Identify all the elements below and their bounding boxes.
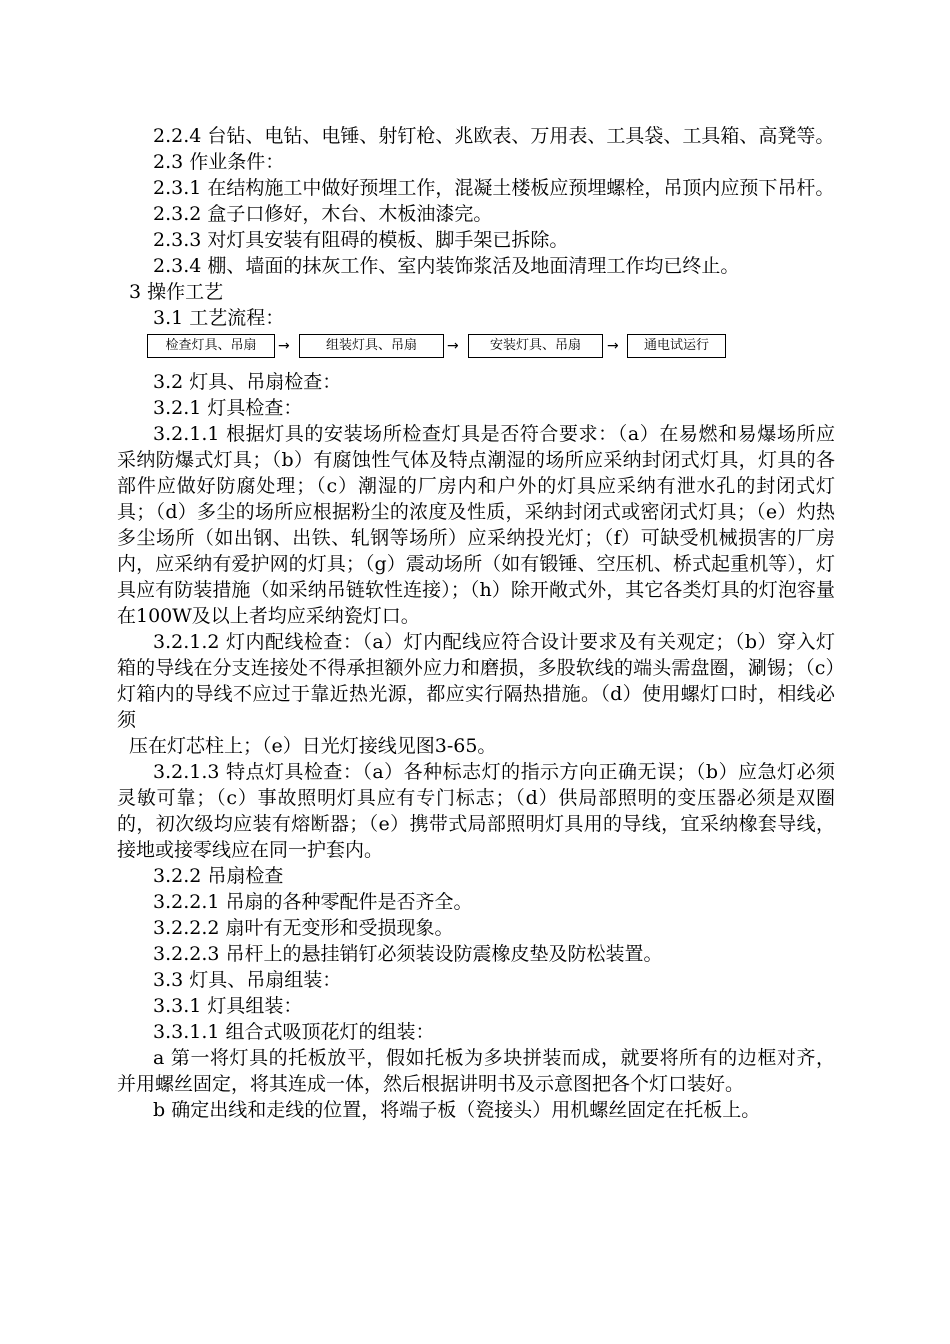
step-a: a 第一将灯具的托板放平，假如托板为多块拼装而成，就要将所有的边框对齐，并用螺丝固定，将其连成一体，然后根据讲明书及示意图把各个灯口装好。 — [117, 1047, 835, 1095]
flow-arrow-icon: → — [447, 338, 459, 354]
step-b: b 确定出线和走线的位置，将端子板（瓷接头）用机螺丝固定在托板上。 — [153, 1099, 761, 1121]
section-2-3-4: 2.3.4 棚、墙面的抹灰工作、室内装饰浆活及地面清理工作均已终止。 — [153, 255, 740, 277]
section-3-1-heading: 3.1 工艺流程： — [153, 307, 285, 329]
section-3-2-1-2-cont: 压在灯芯柱上；（e）日光灯接线见图3-65。 — [129, 735, 497, 757]
section-3-2-1-1: 3.2.1.1 根据灯具的安装场所检查灯具是否符合要求：（a）在易燃和易爆场所应采纳防爆式灯具；（b）有腐蚀性气体及特点潮湿的场所应采纳封闭式灯具，灯具的各部件应做好防腐处理；（c）潮湿的厂房内和户外的灯具应采纳有泄水孔的封闭式灯具；（d）多尘的场所应根据粉尘的浓度及性质，采纳封闭式或密闭式灯具；（e）灼热多尘场所（如出钢、出铁、轧钢等场所）应采纳投光灯；（f）可缺受机械损害的厂房内，应采纳有爱护网的灯具；（g）震动场所（如有锻锤、空压机、桥式起重机等），灯具应有防装措施（如采纳吊链软性连接）；（h）除开敞式外，其它各类灯具的灯泡容量在100W及以上者均应采纳瓷灯口。 — [117, 423, 835, 627]
flow-step-test-run: 通电试运行 — [627, 334, 726, 358]
flow-step-install: 安装灯具、吊扇 — [468, 334, 603, 358]
section-3-2-2-3: 3.2.2.3 吊杆上的悬挂销钉必须装设防震橡皮垫及防松装置。 — [153, 943, 663, 965]
section-3-3-1-1: 3.3.1.1 组合式吸顶花灯的组装： — [153, 1021, 435, 1043]
section-3-2-1-2: 3.2.1.2 灯内配线检查：（a）灯内配线应符合设计要求及有关观定；（b）穿入灯箱的导线在分支连接处不得承担额外应力和磨损，多股软线的端头需盘圈，涮锡；（c）灯箱内的导线不应过于靠近热光源，都应实行隔热措施。（d）使用螺灯口时，相线必须 — [117, 631, 835, 731]
flow-arrow-icon: → — [278, 338, 290, 354]
section-2-3-heading: 2.3 作业条件： — [153, 151, 285, 173]
section-3-3-1-heading: 3.3.1 灯具组装： — [153, 995, 303, 1017]
section-3-3-heading: 3.3 灯具、吊扇组装： — [153, 969, 342, 991]
document-page — [117, 123, 835, 1123]
section-3-2-1-heading: 3.2.1 灯具检查： — [153, 397, 303, 419]
section-3-2-2-1: 3.2.2.1 吊扇的各种零配件是否齐全。 — [153, 891, 473, 913]
section-3-2-1-3: 3.2.1.3 特点灯具检查：（a）各种标志灯的指示方向正确无误；（b）应急灯必须灵敏可靠；（c）事故照明灯具应有专门标志；（d）供局部照明的变压器必须是双圈的，初次级均应装有熔断器；（e）携带式局部照明灯具用的导线，宜采纳橡套导线，接地或接零线应在同一护套内。 — [117, 761, 835, 861]
section-2-2-4: 2.2.4 台钻、电钻、电锤、射钉枪、兆欧表、万用表、工具袋、工具箱、高凳等。 — [153, 125, 835, 147]
flow-step-inspect: 检查灯具、吊扇 — [147, 334, 275, 358]
section-3-2-2-2: 3.2.2.2 扇叶有无变形和受损现象。 — [153, 917, 454, 939]
section-3-2-heading: 3.2 灯具、吊扇检查： — [153, 371, 342, 393]
section-2-3-2: 2.3.2 盒子口修好，木台、木板油漆完。 — [153, 203, 493, 225]
section-3-heading: 3 操作工艺 — [129, 281, 224, 303]
process-flowchart — [117, 333, 835, 363]
section-2-3-3: 2.3.3 对灯具安装有阻碍的模板、脚手架已拆除。 — [153, 229, 569, 251]
section-2-3-1: 2.3.1 在结构施工中做好预埋工作，混凝土楼板应预埋螺栓，吊顶内应预下吊杆。 — [153, 177, 835, 199]
flow-arrow-icon: → — [607, 338, 619, 354]
section-3-2-2-heading: 3.2.2 吊扇检查 — [153, 865, 284, 887]
flow-step-assemble: 组装灯具、吊扇 — [299, 334, 444, 358]
